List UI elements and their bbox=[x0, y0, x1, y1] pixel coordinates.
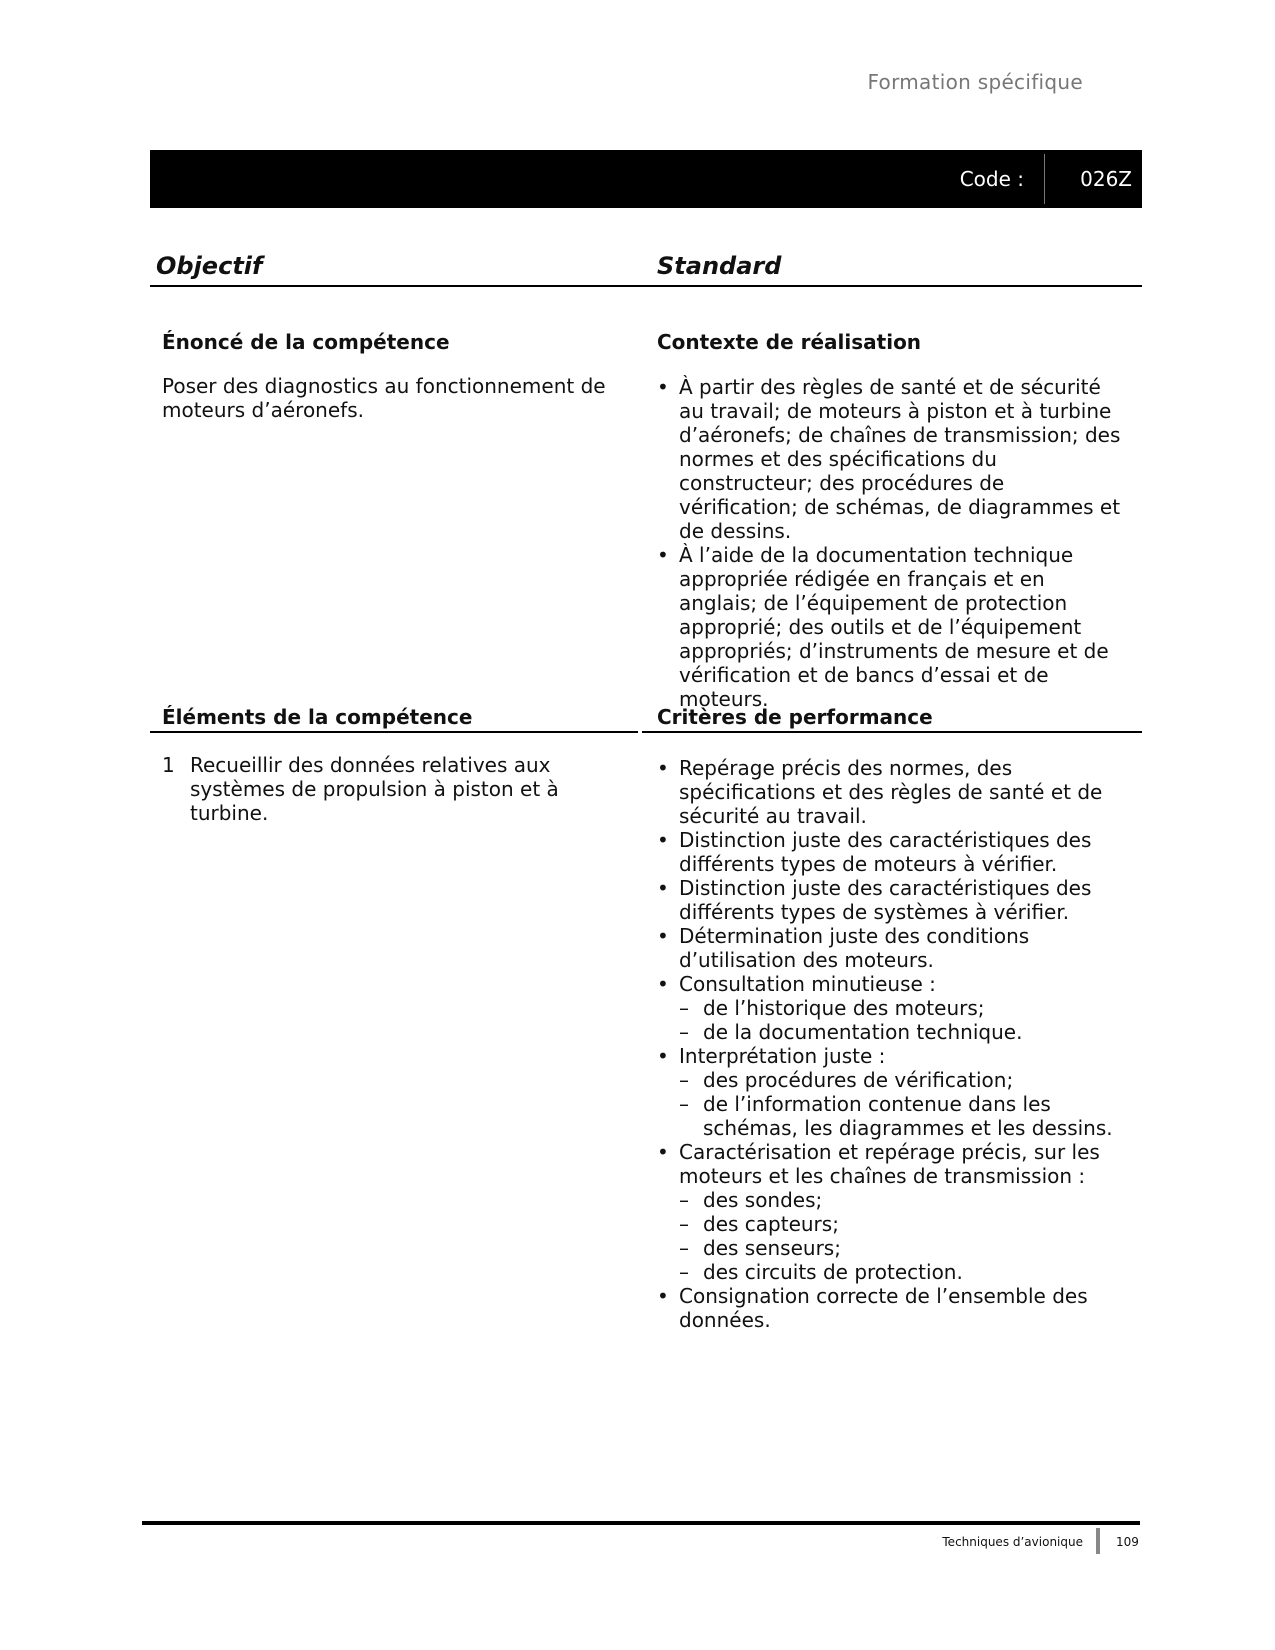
sub-list-item-text: de la documentation technique. bbox=[703, 1020, 1023, 1044]
list-item-text: Détermination juste des conditions d’utilisation des moteurs. bbox=[679, 924, 1030, 972]
criteres-list bbox=[655, 756, 1135, 1332]
sub-list bbox=[679, 996, 1135, 1044]
sub-list-item bbox=[679, 1212, 1135, 1236]
code-separator bbox=[1044, 154, 1045, 204]
list-item-text: Distinction juste des caractéristiques des différents types de moteurs à vérifier. bbox=[679, 828, 1092, 876]
code-bar bbox=[150, 150, 1142, 208]
bullet-icon: • bbox=[657, 924, 669, 948]
sub-list-item bbox=[679, 1236, 1135, 1260]
dash-icon: – bbox=[679, 1068, 689, 1092]
element-text: Recueillir des données relatives aux systèmes de propulsion à piston et à turbine. bbox=[190, 753, 559, 825]
list-item-text: Consultation minutieuse : bbox=[679, 972, 936, 996]
code-label: Code : bbox=[959, 167, 1024, 191]
sub-list bbox=[679, 1188, 1135, 1284]
sub-list-item-text: de l’historique des moteurs; bbox=[703, 996, 985, 1020]
enonce-title: Énoncé de la compétence bbox=[162, 330, 450, 354]
dash-icon: – bbox=[679, 1236, 689, 1260]
bullet-icon: • bbox=[657, 1140, 669, 1164]
list-item bbox=[655, 756, 1135, 828]
list-item bbox=[655, 924, 1135, 972]
element-number: 1 bbox=[162, 753, 175, 777]
bullet-icon: • bbox=[657, 756, 669, 780]
code-value: 026Z bbox=[1080, 167, 1132, 191]
sub-list-item-text: des senseurs; bbox=[703, 1236, 841, 1260]
dash-icon: – bbox=[679, 1188, 689, 1212]
objectif-heading: Objectif bbox=[156, 252, 263, 280]
list-item-text: Caractérisation et repérage précis, sur les moteurs et les chaînes de transmission : bbox=[679, 1140, 1100, 1188]
sub-list-item bbox=[679, 1068, 1135, 1092]
list-item-text: Distinction juste des caractéristiques des différents types de systèmes à vérifier. bbox=[679, 876, 1092, 924]
elements-title: Éléments de la compétence bbox=[162, 705, 473, 729]
sub-list-item-text: des sondes; bbox=[703, 1188, 823, 1212]
criteres-title: Critères de performance bbox=[657, 705, 933, 729]
bullet-icon: • bbox=[657, 876, 669, 900]
elements-rule bbox=[150, 731, 638, 733]
list-item bbox=[655, 972, 1135, 1044]
list-item bbox=[655, 828, 1135, 876]
sub-list-item bbox=[679, 996, 1135, 1020]
sub-list-item bbox=[679, 1020, 1135, 1044]
contexte-list bbox=[655, 375, 1125, 711]
sub-list bbox=[679, 1068, 1135, 1140]
bullet-icon: • bbox=[657, 972, 669, 996]
footer-title: Techniques d’avionique bbox=[942, 1535, 1083, 1549]
bullet-icon: • bbox=[657, 375, 669, 399]
bullet-icon: • bbox=[657, 1044, 669, 1068]
list-item bbox=[655, 543, 1125, 711]
bullet-icon: • bbox=[657, 1284, 669, 1308]
dash-icon: – bbox=[679, 1260, 689, 1284]
page-number: 109 bbox=[1116, 1535, 1139, 1549]
bullet-icon: • bbox=[657, 828, 669, 852]
standard-heading: Standard bbox=[657, 252, 782, 280]
list-item bbox=[655, 1284, 1135, 1332]
footer-rule bbox=[142, 1521, 1140, 1525]
criteres-rule bbox=[642, 731, 1142, 733]
list-item bbox=[655, 876, 1135, 924]
dash-icon: – bbox=[679, 1020, 689, 1044]
bullet-icon: • bbox=[657, 543, 669, 567]
list-item-text: Interprétation juste : bbox=[679, 1044, 886, 1068]
list-item bbox=[655, 1044, 1135, 1140]
list-item bbox=[655, 375, 1125, 543]
footer-separator bbox=[1096, 1528, 1100, 1554]
list-item-text: À partir des règles de santé et de sécurité au travail; de moteurs à piston et à turbine d’aéronefs; de chaînes de transmission; des normes et des spécifications du constructeur; des procédures de vérification; de schémas, de diagrammes et de dessins. bbox=[679, 375, 1121, 543]
list-item-text: Consignation correcte de l’ensemble des données. bbox=[679, 1284, 1088, 1332]
sub-list-item-text: des procédures de vérification; bbox=[703, 1068, 1014, 1092]
list-item bbox=[655, 1140, 1135, 1284]
sub-list-item-text: de l’information contenue dans les schémas, les diagrammes et les dessins. bbox=[703, 1092, 1113, 1140]
sub-list-item bbox=[679, 1188, 1135, 1212]
dash-icon: – bbox=[679, 1092, 689, 1116]
sub-list-item bbox=[679, 1092, 1135, 1140]
columns-rule bbox=[150, 285, 1142, 287]
list-item-text: Repérage précis des normes, des spécifications et des règles de santé et de sécurité au travail. bbox=[679, 756, 1103, 828]
element-item bbox=[162, 753, 627, 825]
list-item-text: À l’aide de la documentation technique appropriée rédigée en français et en anglais; de l’équipement de protection approprié; des outils et de l’équipement appropriés; d’instruments de mesure et de vérification et de bancs d’essai et de moteurs. bbox=[679, 543, 1109, 711]
sub-list-item-text: des capteurs; bbox=[703, 1212, 839, 1236]
enonce-text: Poser des diagnostics au fonctionnement de moteurs d’aéronefs. bbox=[162, 374, 606, 422]
dash-icon: – bbox=[679, 1212, 689, 1236]
dash-icon: – bbox=[679, 996, 689, 1020]
sub-list-item bbox=[679, 1260, 1135, 1284]
sub-list-item-text: des circuits de protection. bbox=[703, 1260, 963, 1284]
contexte-title: Contexte de réalisation bbox=[657, 330, 922, 354]
running-header: Formation spécifique bbox=[867, 70, 1083, 94]
